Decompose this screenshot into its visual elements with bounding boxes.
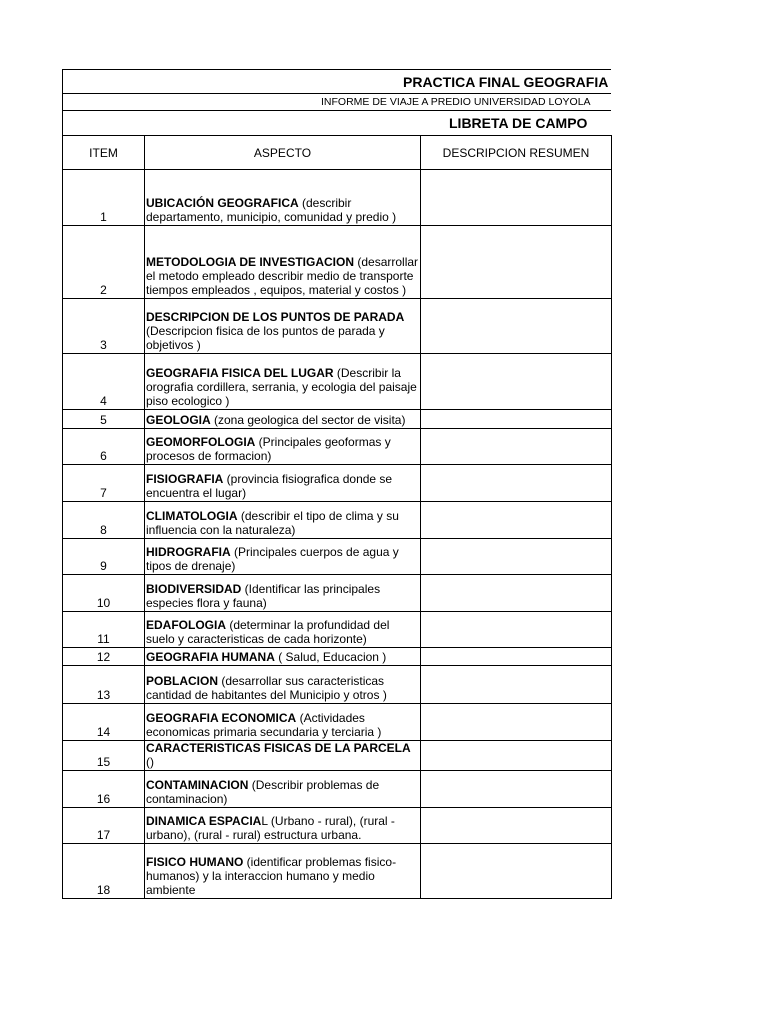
description-cell[interactable] (421, 299, 612, 354)
aspect-title: UBICACIÓN GEOGRAFICA (146, 196, 299, 210)
aspect-detail: (zona geologica del sector de visita) (210, 413, 406, 427)
item-number-cell[interactable]: 14 (63, 704, 145, 741)
aspect-detail: (Principales cuerpos de agua y tipos de drenaje) (146, 545, 399, 573)
item-number-cell[interactable]: 7 (63, 465, 145, 502)
aspect-detail: (desarrollar sus caracteristicas cantidad de habitantes del Municipio y otros ) (146, 674, 387, 702)
description-cell[interactable] (421, 844, 612, 899)
item-number-cell[interactable]: 12 (63, 648, 145, 666)
aspect-cell[interactable] (145, 299, 421, 354)
table-row (63, 808, 612, 844)
aspect-cell[interactable] (145, 648, 421, 666)
section-row[interactable] (62, 110, 611, 135)
aspect-detail: (determinar la profundidad del suelo y caracteristicas de cada horizonte) (146, 618, 390, 646)
table-row (63, 429, 612, 465)
spreadsheet (62, 69, 611, 899)
aspect-detail: (Principales geoformas y procesos de formacion) (146, 435, 391, 463)
table-row (63, 502, 612, 539)
item-number-cell[interactable]: 18 (63, 844, 145, 899)
aspect-detail: (desarrollar el metodo empleado describir medio de transporte tiempos empleados , equipos, material y costos ) (146, 255, 419, 297)
aspect-cell[interactable] (145, 502, 421, 539)
description-cell[interactable] (421, 771, 612, 808)
aspect-title: FISIOGRAFIA (146, 472, 224, 486)
title-row[interactable] (62, 69, 611, 93)
description-cell[interactable] (421, 808, 612, 844)
aspect-detail: (identificar problemas fisico-humanos) y la interaccion humano y medio ambiente (146, 855, 397, 897)
table-row (63, 844, 612, 899)
item-number-cell[interactable]: 17 (63, 808, 145, 844)
section-title: LIBRETA DE CAMPO (449, 115, 588, 131)
item-number-cell[interactable]: 5 (63, 410, 145, 429)
aspect-cell[interactable] (145, 612, 421, 648)
description-cell[interactable] (421, 666, 612, 704)
description-cell[interactable] (421, 226, 612, 299)
aspect-title: CARACTERISTICAS FISICAS DE LA PARCELA (146, 741, 411, 755)
aspect-detail: (Identificar las principales especies flora y fauna) (146, 582, 381, 610)
aspect-cell[interactable] (145, 704, 421, 741)
description-cell[interactable] (421, 612, 612, 648)
aspect-title: FISICO HUMANO (146, 855, 244, 869)
table-row (63, 741, 612, 771)
table-row (63, 575, 612, 612)
item-number-cell[interactable]: 8 (63, 502, 145, 539)
aspect-title: GEOMORFOLOGIA (146, 435, 256, 449)
aspect-title: CLIMATOLOGIA (146, 509, 238, 523)
aspect-detail: (provincia fisiografica donde se encuentra el lugar) (146, 472, 393, 500)
aspect-cell[interactable] (145, 539, 421, 575)
aspect-cell[interactable] (145, 410, 421, 429)
sheet-subtitle: INFORME DE VIAJE A PREDIO UNIVERSIDAD LOYOLA (321, 96, 591, 108)
table-row (63, 170, 612, 226)
item-number-cell[interactable]: 3 (63, 299, 145, 354)
item-number-cell[interactable]: 13 (63, 666, 145, 704)
aspect-detail: (Describir problemas de contaminacion) (146, 778, 380, 806)
table-row (63, 704, 612, 741)
aspect-title: METODOLOGIA DE INVESTIGACION (146, 255, 355, 269)
table-row (63, 354, 612, 410)
aspect-cell[interactable] (145, 170, 421, 226)
item-number-cell[interactable]: 11 (63, 612, 145, 648)
aspect-cell[interactable] (145, 666, 421, 704)
aspect-title: POBLACION (146, 674, 218, 688)
aspect-detail: (Describir la orografia cordillera, serrania, y ecologia del paisaje piso ecologico ) (146, 366, 417, 408)
column-header-item[interactable]: ITEM (63, 136, 145, 170)
description-cell[interactable] (421, 539, 612, 575)
item-number-cell[interactable]: 4 (63, 354, 145, 410)
aspect-title: BIODIVERSIDAD (146, 582, 242, 596)
aspect-cell[interactable] (145, 741, 421, 771)
sheet-title: PRACTICA FINAL GEOGRAFIA (403, 74, 609, 90)
description-cell[interactable] (421, 410, 612, 429)
description-cell[interactable] (421, 704, 612, 741)
description-cell[interactable] (421, 170, 612, 226)
table-row (63, 410, 612, 429)
aspect-title: DINAMICA ESPACIA (146, 814, 262, 828)
subtitle-row[interactable] (62, 93, 611, 110)
description-cell[interactable] (421, 429, 612, 465)
item-number-cell[interactable]: 1 (63, 170, 145, 226)
aspect-cell[interactable] (145, 429, 421, 465)
table-row (63, 539, 612, 575)
item-number-cell[interactable]: 2 (63, 226, 145, 299)
aspect-title: GEOLOGIA (146, 413, 211, 427)
table-row (63, 666, 612, 704)
table-row (63, 299, 612, 354)
table-row (63, 612, 612, 648)
column-header-aspect[interactable]: ASPECTO (145, 136, 421, 170)
aspect-title: HIDROGRAFIA (146, 545, 231, 559)
field-notebook-table (62, 135, 612, 899)
aspect-title: EDAFOLOGIA (146, 618, 226, 632)
aspect-title: CONTAMINACION (146, 778, 249, 792)
aspect-cell[interactable] (145, 808, 421, 844)
aspect-detail: (Actividades economicas primaria secundaria y terciaria ) (146, 711, 382, 739)
aspect-detail: L (Urbano - rural), (rural - urbano), (rural - rural) estructura urbana. (146, 814, 395, 842)
aspect-title: GEOGRAFIA ECONOMICA (146, 711, 297, 725)
table-row (63, 771, 612, 808)
aspect-cell[interactable] (145, 771, 421, 808)
aspect-title: GEOGRAFIA FISICA DEL LUGAR (146, 366, 334, 380)
aspect-cell[interactable] (145, 354, 421, 410)
item-number-cell[interactable]: 15 (63, 741, 145, 771)
table-row (63, 226, 612, 299)
item-number-cell[interactable]: 6 (63, 429, 145, 465)
aspect-cell[interactable] (145, 575, 421, 612)
aspect-cell[interactable] (145, 226, 421, 299)
item-number-cell[interactable]: 16 (63, 771, 145, 808)
column-header-description[interactable]: DESCRIPCION RESUMEN (421, 136, 612, 170)
aspect-detail: (describir el tipo de clima y su influencia con la naturaleza) (146, 509, 399, 537)
aspect-title: DESCRIPCION DE LOS PUNTOS DE PARADA (146, 310, 405, 324)
item-number-cell[interactable]: 9 (63, 539, 145, 575)
aspect-detail: (describir departamento, municipio, comunidad y predio ) (146, 196, 397, 224)
aspect-cell[interactable] (145, 465, 421, 502)
aspect-detail: ( Salud, Educacion ) (274, 650, 387, 664)
description-cell[interactable] (421, 354, 612, 410)
aspect-cell[interactable] (145, 844, 421, 899)
aspect-title: GEOGRAFIA HUMANA (146, 650, 275, 664)
description-cell[interactable] (421, 575, 612, 612)
table-row (63, 648, 612, 666)
description-cell[interactable] (421, 502, 612, 539)
description-cell[interactable] (421, 741, 612, 771)
item-number-cell[interactable]: 10 (63, 575, 145, 612)
description-cell[interactable] (421, 465, 612, 502)
aspect-detail: () (146, 755, 154, 769)
aspect-detail: (Descripcion fisica de los puntos de parada y objetivos ) (146, 324, 385, 352)
column-header-row (63, 136, 612, 170)
table-row (63, 465, 612, 502)
description-cell[interactable] (421, 648, 612, 666)
